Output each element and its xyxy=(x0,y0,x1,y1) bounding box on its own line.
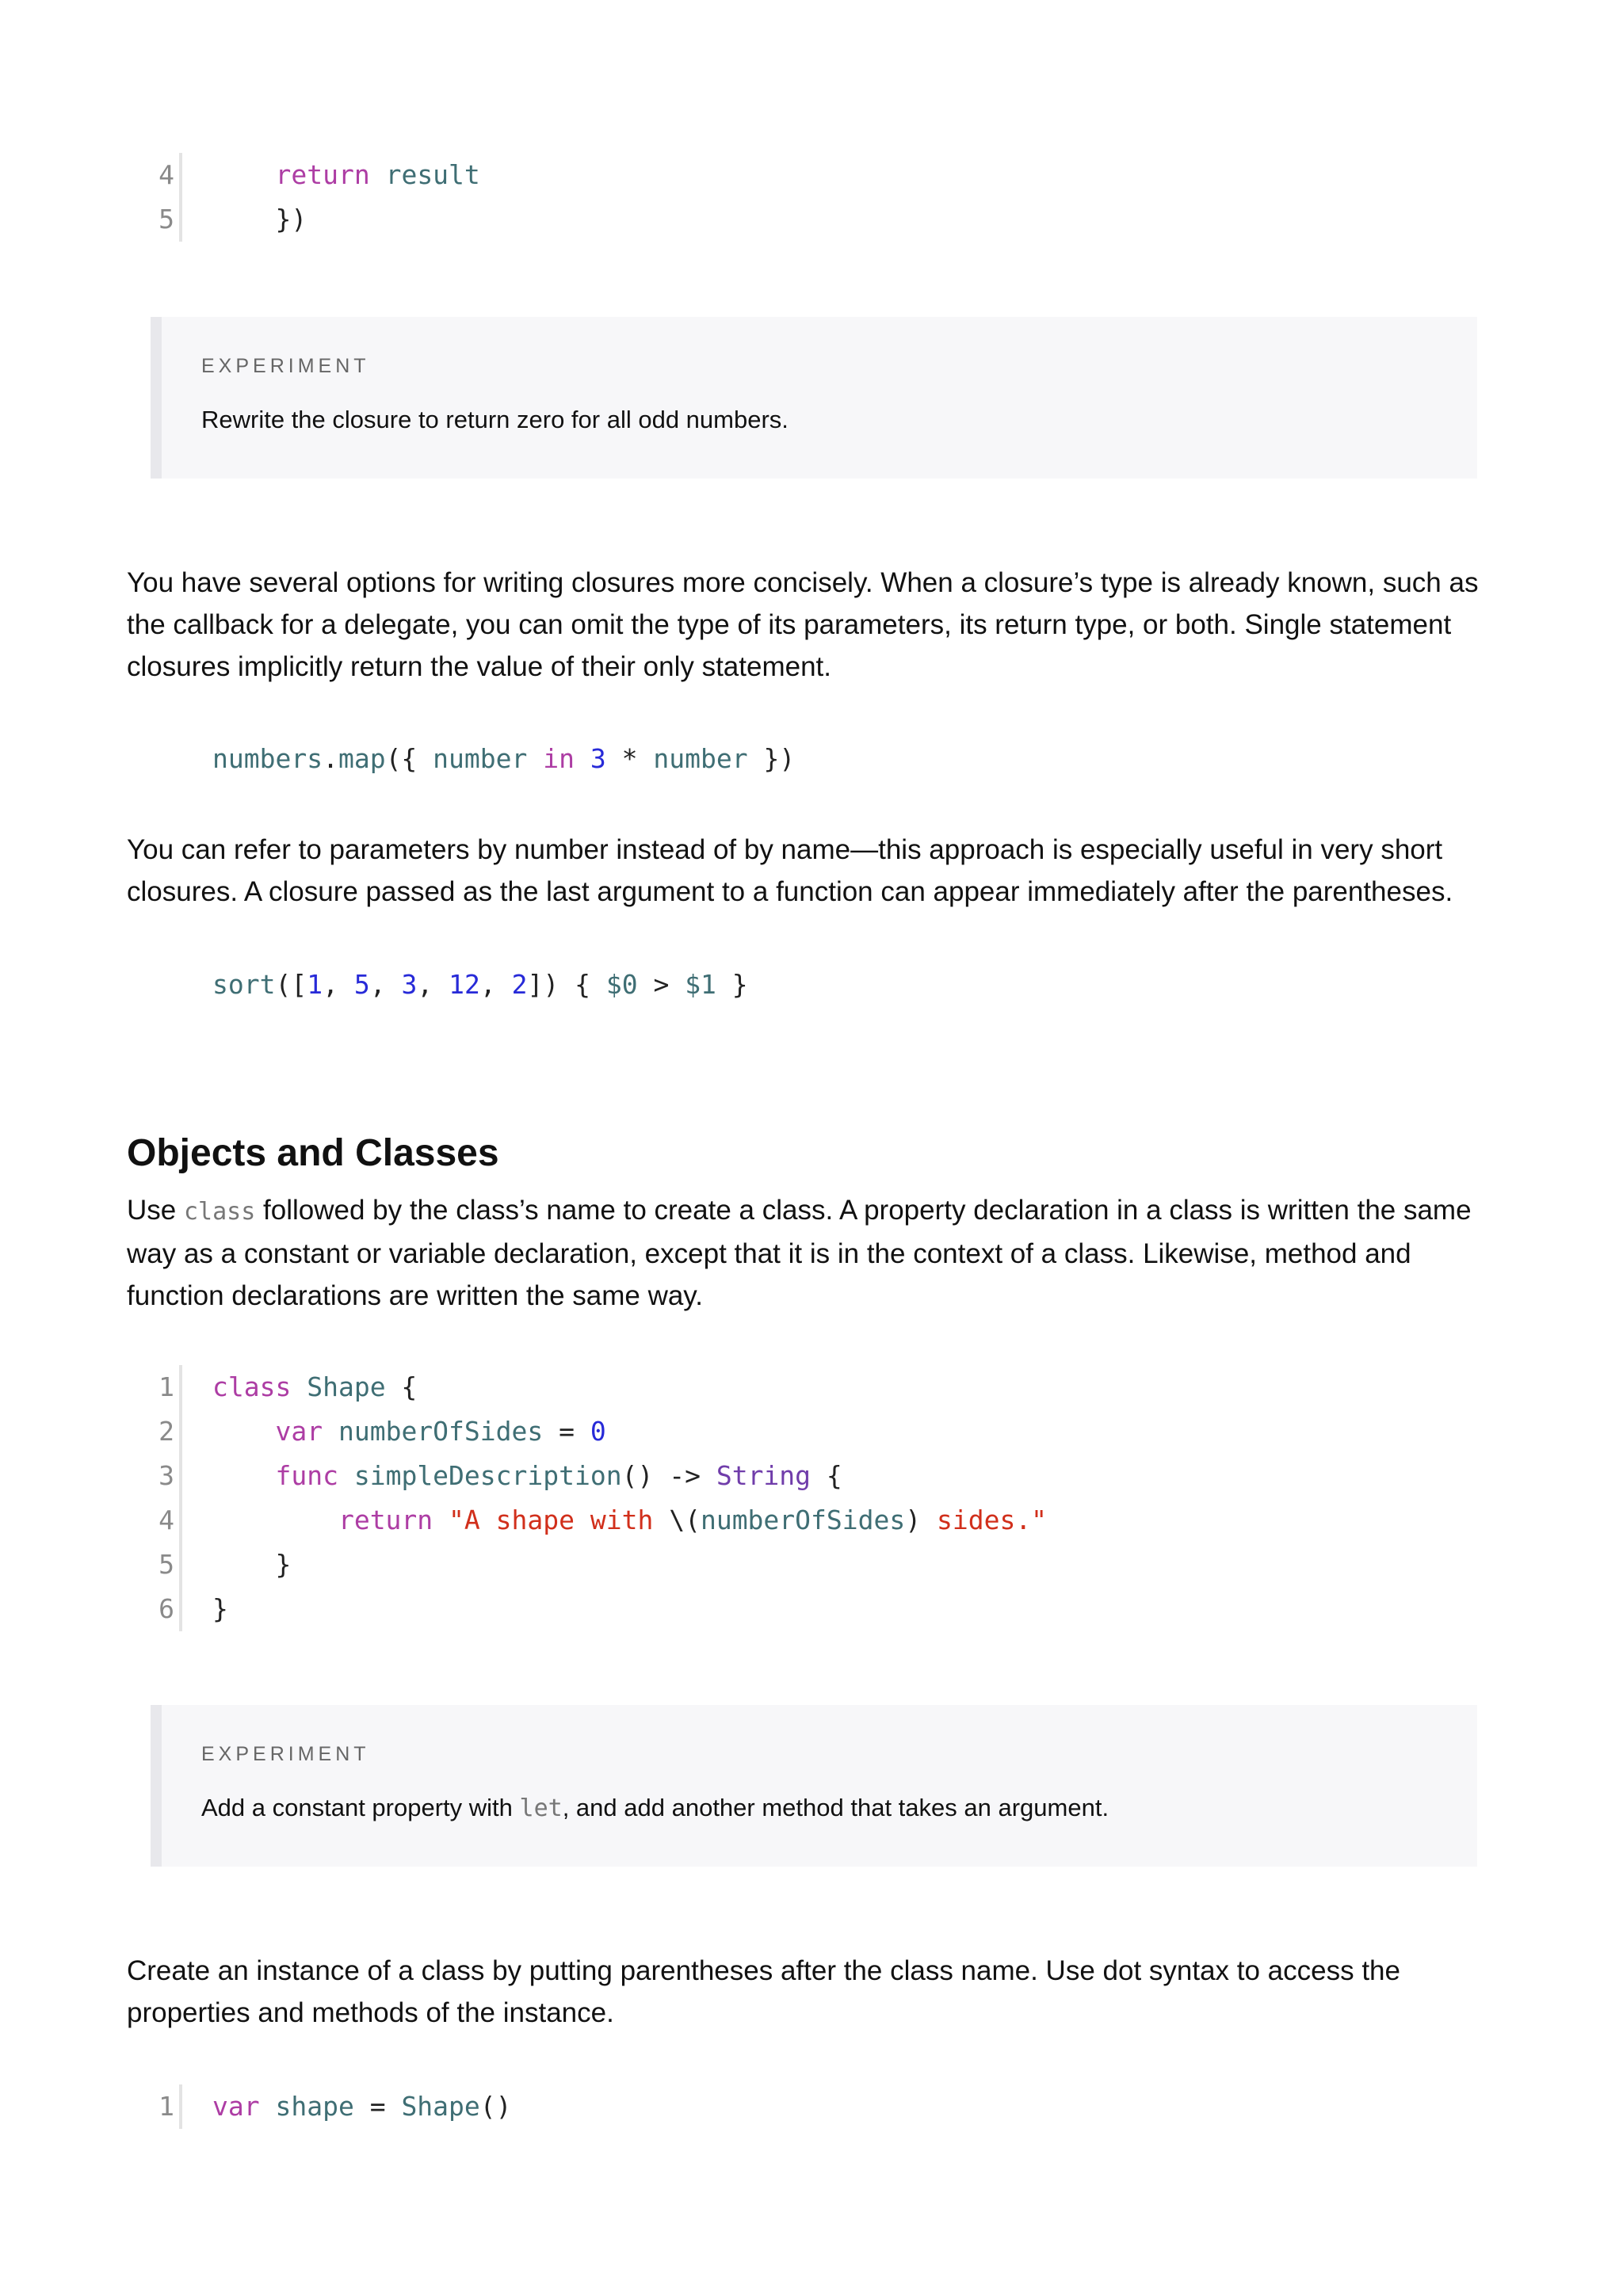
code-source xyxy=(212,1365,417,1409)
code-token xyxy=(212,1460,275,1491)
section-heading: Objects and Classes xyxy=(127,1132,499,1174)
code-token: "A shape with xyxy=(449,1505,670,1535)
code-snippet-map xyxy=(212,737,795,781)
code-token: ]) { xyxy=(527,969,606,1000)
code-token: , xyxy=(479,969,512,1000)
experiment-box xyxy=(151,1705,1477,1867)
code-line xyxy=(212,737,795,781)
code-token: 3 xyxy=(401,969,418,1000)
code-token: sides." xyxy=(921,1505,1048,1535)
code-token: $1 xyxy=(685,969,716,1000)
experiment-text-part: Add a constant property with xyxy=(201,1794,520,1821)
code-token xyxy=(212,159,275,190)
code-line xyxy=(151,153,864,197)
line-number: 5 xyxy=(158,1549,174,1580)
code-token: number xyxy=(433,743,528,774)
code-source xyxy=(212,153,480,197)
code-line xyxy=(151,1543,1102,1587)
code-token xyxy=(212,1416,275,1447)
code-token: result xyxy=(385,159,480,190)
code-token: 1 xyxy=(307,969,323,1000)
code-token: 5 xyxy=(353,969,370,1000)
code-listing-closure-end xyxy=(151,153,864,242)
code-token: , xyxy=(417,969,449,1000)
code-token: . xyxy=(323,743,338,774)
code-token: Shape xyxy=(401,2091,480,2122)
code-source xyxy=(212,1543,291,1587)
line-number: 1 xyxy=(158,1371,174,1402)
paragraph-instance: Create an instance of a class by putting parentheses after the class name. Use dot syntax to access the properties and methods of the instance. xyxy=(127,1955,1400,2028)
code-token: } xyxy=(716,969,748,1000)
code-token: ({ xyxy=(385,743,433,774)
paragraph-text: followed by the class’s name to create a class. A property declaration in a class is written the same way as a constant or variable declaration, except that it is in the context of a class. Likewise, method and function declarations are written the same way. xyxy=(127,1195,1472,1311)
line-number: 4 xyxy=(158,1505,174,1535)
code-token: numbers xyxy=(212,743,323,774)
code-token: = xyxy=(543,1416,590,1447)
code-snippet-sort xyxy=(212,963,748,1007)
code-line xyxy=(212,963,748,1007)
code-token: class xyxy=(212,1371,292,1402)
experiment-text: Rewrite the closure to return zero for all odd numbers. xyxy=(201,406,789,433)
code-token: shape xyxy=(275,2091,354,2122)
code-token: () xyxy=(479,2091,512,2122)
code-token xyxy=(575,743,590,774)
code-token: return xyxy=(338,1505,433,1535)
line-number: 3 xyxy=(158,1460,174,1491)
code-token xyxy=(323,1416,338,1447)
code-token: () -> xyxy=(621,1460,716,1491)
code-line xyxy=(151,1498,1102,1543)
line-number: 4 xyxy=(158,159,174,190)
code-source xyxy=(212,197,307,242)
code-line xyxy=(151,197,864,242)
code-token: var xyxy=(275,1416,323,1447)
code-token: { xyxy=(811,1460,842,1491)
paragraph-text: Use xyxy=(127,1195,184,1226)
paragraph-concise-closures: You have several options for writing closures more concisely. When a closure’s type is already known, such as the callback for a delegate, you can omit the type of its parameters, its return type, or both. Single statement closures implicitly return the value of their only statement. xyxy=(127,567,1479,682)
code-token: 2 xyxy=(511,969,528,1000)
code-token: ([ xyxy=(275,969,307,1000)
code-line xyxy=(151,1409,1102,1454)
code-token: sort xyxy=(212,969,276,1000)
code-token xyxy=(433,1505,449,1535)
line-number: 5 xyxy=(158,204,174,235)
code-token: }) xyxy=(212,204,307,235)
code-token: in xyxy=(543,743,575,774)
line-number: 6 xyxy=(158,1593,174,1624)
inline-code-class: class xyxy=(183,1198,256,1226)
code-token: func xyxy=(275,1460,338,1491)
code-token: number xyxy=(653,743,748,774)
code-source xyxy=(212,2084,512,2129)
code-token: simpleDescription xyxy=(353,1460,622,1491)
code-token: $0 xyxy=(605,969,638,1000)
inline-code-let: let xyxy=(519,1794,563,1822)
code-line xyxy=(151,1365,1102,1409)
code-token: 0 xyxy=(590,1416,606,1447)
code-line xyxy=(151,2084,864,2129)
paragraph-parameters-by-number: You can refer to parameters by number instead of by name—this approach is especially useful in very short closures. A closure passed as the last argument to a function can appear immediately after the parentheses. xyxy=(127,834,1453,907)
experiment-box xyxy=(151,317,1477,479)
code-line xyxy=(151,1454,1102,1498)
code-source xyxy=(212,1409,606,1454)
experiment-text-part: , and add another method that takes an argument. xyxy=(562,1794,1109,1821)
line-number: 2 xyxy=(158,1416,174,1447)
code-token: numberOfSides xyxy=(338,1416,544,1447)
code-token: } xyxy=(212,1549,292,1580)
code-source xyxy=(212,1587,228,1631)
code-source xyxy=(212,1498,1047,1543)
code-token xyxy=(291,1371,307,1402)
experiment-text xyxy=(201,1794,1109,1822)
code-token xyxy=(260,2091,276,2122)
code-token: String xyxy=(716,1460,812,1491)
experiment-label: EXPERIMENT xyxy=(201,1743,370,1765)
code-token: , xyxy=(369,969,402,1000)
code-token: = xyxy=(353,2091,402,2122)
code-token: * xyxy=(605,743,654,774)
code-token: } xyxy=(212,1593,228,1624)
code-token: , xyxy=(323,969,354,1000)
code-token: return xyxy=(275,159,370,190)
code-listing-shape-class xyxy=(151,1365,1102,1631)
code-token: { xyxy=(385,1371,418,1402)
code-token: \( xyxy=(669,1505,701,1535)
code-token: ) xyxy=(905,1505,922,1535)
code-token xyxy=(527,743,543,774)
code-token xyxy=(212,1505,338,1535)
code-token: numberOfSides xyxy=(700,1505,906,1535)
code-token: 3 xyxy=(590,743,606,774)
code-token xyxy=(338,1460,354,1491)
code-token: map xyxy=(338,743,386,774)
code-token: var xyxy=(212,2091,260,2122)
code-line xyxy=(151,1587,1102,1631)
code-token: > xyxy=(637,969,685,1000)
code-token: 12 xyxy=(449,969,480,1000)
code-token xyxy=(370,159,386,190)
line-number: 1 xyxy=(158,2091,174,2122)
experiment-label: EXPERIMENT xyxy=(201,355,370,377)
code-source xyxy=(212,1454,842,1498)
code-token: }) xyxy=(747,743,796,774)
paragraph-class-intro xyxy=(127,1189,1506,1317)
code-listing-shape-instance xyxy=(151,2084,864,2129)
code-token: Shape xyxy=(307,1371,386,1402)
